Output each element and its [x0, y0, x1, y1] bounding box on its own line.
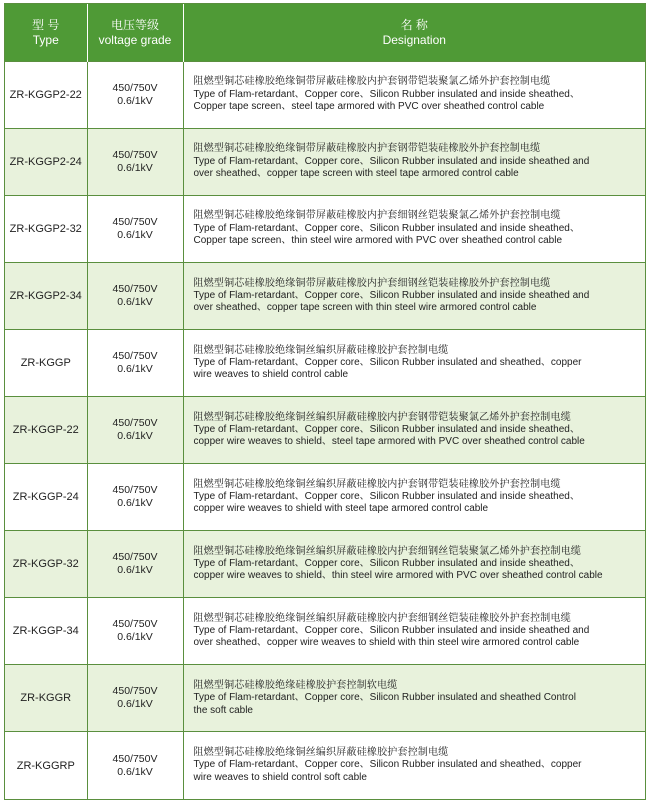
voltage-cell: [87, 732, 183, 799]
designation-cn: 阻燃型铜芯硅橡胶绝缘铜丝编织屏蔽硅橡胶内护套钢带铠装聚氯乙烯外护套控制电缆: [193, 411, 571, 423]
voltage-line: 0.6/1kV: [117, 363, 153, 376]
designation-cell: [183, 196, 645, 263]
header-type-en: Type: [32, 32, 59, 47]
designation-cn: 阻燃型铜芯硅橡胶绝缘铜带屏蔽硅橡胶内护套钢带铠装聚氯乙烯外护套控制电缆: [193, 76, 551, 88]
table-row: [5, 196, 645, 263]
voltage-line: 0.6/1kV: [117, 95, 153, 108]
voltage-line: 450/750V: [112, 618, 158, 631]
table-row: [5, 330, 645, 397]
voltage-cell: [87, 62, 183, 129]
designation-cn: 阻燃型铜芯硅橡胶绝缘铜丝编织屏蔽硅橡胶护套控制电缆: [193, 747, 449, 759]
voltage-line: 450/750V: [112, 417, 158, 430]
header-designation: [183, 4, 645, 62]
designation-en-line: Type of Flam-retardant、Copper core、Silicon Rubber insulated and inside sheathed、: [193, 222, 580, 234]
type-cell: ZR-KGGP-24: [5, 464, 87, 531]
voltage-cell: [87, 330, 183, 397]
designation-en-line: Copper tape screen、steel tape armored with PVC over sheathed control cable: [193, 101, 545, 113]
voltage-cell: [87, 598, 183, 665]
designation-en-line: Type of Flam-retardant、Copper core、Silicon Rubber insulated and sheathed Control: [193, 692, 576, 704]
table-row: [5, 464, 645, 531]
voltage-cell: [87, 397, 183, 464]
designation-en-line: Type of Flam-retardant、Copper core、Silicon Rubber insulated and inside sheathed and: [193, 625, 590, 637]
designation-cell: [183, 732, 645, 799]
type-cell: ZR-KGGRP: [5, 732, 87, 799]
designation-en-line: over sheathed、copper wire weaves to shield with thin steel wire armored control cable: [193, 637, 580, 649]
designation-cn: 阻燃型铜芯硅橡胶绝缘铜丝编织屏蔽硅橡胶内护套细钢丝铠装聚氯乙烯外护套控制电缆: [193, 545, 582, 557]
voltage-cell: [87, 196, 183, 263]
designation-en-line: wire weaves to shield control cable: [193, 369, 349, 381]
voltage-cell: [87, 129, 183, 196]
table-row: [5, 263, 645, 330]
type-cell: ZR-KGGR: [5, 665, 87, 732]
voltage-line: 450/750V: [112, 484, 158, 497]
type-cell: ZR-KGGP2-24: [5, 129, 87, 196]
designation-en-line: Type of Flam-retardant、Copper core、Silicon Rubber insulated and sheathed、copper: [193, 759, 582, 771]
designation-en-line: copper wire weaves to shield、steel tape armored with PVC over sheathed control cable: [193, 436, 585, 448]
table-row: [5, 531, 645, 598]
voltage-line: 0.6/1kV: [117, 430, 153, 443]
table-row: [5, 62, 645, 129]
designation-cell: [183, 397, 645, 464]
designation-cell: [183, 531, 645, 598]
designation-en-line: Type of Flam-retardant、Copper core、Silicon Rubber insulated and inside sheathed、: [193, 423, 580, 435]
type-cell: ZR-KGGP: [5, 330, 87, 397]
designation-cn: 阻燃型铜芯硅橡胶绝缘铜丝编织屏蔽硅橡胶内护套钢带铠装硅橡胶外护套控制电缆: [193, 478, 561, 490]
designation-cn: 阻燃型铜芯硅橡胶绝缘硅橡胶护套控制软电缆: [193, 679, 398, 691]
designation-en-line: wire weaves to shield control soft cable: [193, 771, 367, 783]
voltage-line: 0.6/1kV: [117, 229, 153, 242]
type-cell: ZR-KGGP2-32: [5, 196, 87, 263]
designation-cn: 阻燃型铜芯硅橡胶绝缘铜带屏蔽硅橡胶内护套细钢丝铠装硅橡胶外护套控制电缆: [193, 277, 551, 289]
header-voltage-cn: 电压等级: [110, 17, 159, 32]
voltage-line: 0.6/1kV: [117, 162, 153, 175]
table-row: [5, 732, 645, 799]
designation-en-line: Type of Flam-retardant、Copper core、Silicon Rubber insulated and inside sheathed、: [193, 558, 580, 570]
designation-cn: 阻燃型铜芯硅橡胶绝缘铜带屏蔽硅橡胶内护套细钢丝铠装聚氯乙烯外护套控制电缆: [193, 210, 561, 222]
designation-cell: [183, 598, 645, 665]
table-row: [5, 598, 645, 665]
designation-en-line: Type of Flam-retardant、Copper core、Silicon Rubber insulated and inside sheathed、: [193, 491, 580, 502]
voltage-line: 0.6/1kV: [117, 564, 153, 577]
voltage-line: 450/750V: [112, 283, 158, 296]
cable-spec-table: [5, 4, 645, 799]
designation-en-line: copper wire weaves to shield、thin steel wire armored with PVC over sheathed control cable: [193, 570, 603, 582]
table-row: [5, 129, 645, 196]
voltage-cell: [87, 665, 183, 732]
voltage-cell: [87, 464, 183, 531]
designation-cell: [183, 665, 645, 732]
voltage-line: 0.6/1kV: [117, 631, 153, 644]
designation-en-line: Copper tape screen、thin steel wire armored with PVC over sheathed control cable: [193, 235, 563, 247]
type-cell: ZR-KGGP-32: [5, 531, 87, 598]
designation-cell: [183, 464, 645, 531]
designation-cell: [183, 263, 645, 330]
header-type: [5, 4, 87, 62]
header-row: [5, 4, 645, 62]
voltage-line: 0.6/1kV: [117, 765, 153, 778]
voltage-cell: [87, 531, 183, 598]
designation-en-line: Type of Flam-retardant、Copper core、Silicon Rubber insulated and inside sheathed and: [193, 155, 590, 167]
table-row: [5, 397, 645, 464]
designation-cell: [183, 129, 645, 196]
designation-cn: 阻燃型铜芯硅橡胶绝缘铜带屏蔽硅橡胶内护套钢带铠装硅橡胶外护套控制电缆: [193, 143, 541, 155]
voltage-cell: [87, 263, 183, 330]
voltage-line: 0.6/1kV: [117, 698, 153, 711]
header-designation-cn: 名 称: [400, 17, 428, 32]
header-type-cn: 型 号: [32, 17, 60, 32]
designation-en-line: Type of Flam-retardant、Copper core、Silicon Rubber insulated and inside sheathed and: [193, 289, 590, 301]
designation-en-line: Type of Flam-retardant、Copper core、Silicon Rubber insulated and inside sheathed、: [193, 88, 580, 100]
voltage-line: 450/750V: [112, 216, 158, 229]
cable-spec-table-frame: [4, 3, 646, 800]
voltage-line: 450/750V: [112, 350, 158, 363]
voltage-line: 450/750V: [112, 752, 158, 765]
voltage-line: 450/750V: [112, 82, 158, 95]
designation-cell: [183, 62, 645, 129]
type-cell: ZR-KGGP2-34: [5, 263, 87, 330]
header-voltage: [87, 4, 183, 62]
designation-cell: [183, 330, 645, 397]
designation-en-line: the soft cable: [193, 704, 253, 716]
designation-en-line: copper wire weaves to shield with steel tape armored control cable: [193, 503, 489, 515]
designation-cn: 阻燃型铜芯硅橡胶绝缘铜丝编织屏蔽硅橡胶护套控制电缆: [193, 344, 449, 356]
table-row: [5, 665, 645, 732]
voltage-line: 450/750V: [112, 149, 158, 162]
voltage-line: 450/750V: [112, 551, 158, 564]
type-cell: ZR-KGGP-22: [5, 397, 87, 464]
type-cell: ZR-KGGP2-22: [5, 62, 87, 129]
header-voltage-en: voltage grade: [98, 32, 172, 47]
header-designation-en: Designation: [382, 32, 446, 47]
designation-en-line: over sheathed、copper tape screen with steel tape armored control cable: [193, 168, 519, 180]
type-cell: ZR-KGGP-34: [5, 598, 87, 665]
designation-en-line: over sheathed、copper tape screen with thin steel wire armored control cable: [193, 302, 537, 314]
designation-cn: 阻燃型铜芯硅橡胶绝缘铜丝编织屏蔽硅橡胶内护套细钢丝铠装硅橡胶外护套控制电缆: [193, 612, 571, 624]
voltage-line: 450/750V: [112, 685, 158, 698]
designation-en-line: Type of Flam-retardant、Copper core、Silicon Rubber insulated and sheathed、copper: [193, 356, 582, 368]
voltage-line: 0.6/1kV: [117, 296, 153, 309]
voltage-line: 0.6/1kV: [117, 497, 153, 510]
